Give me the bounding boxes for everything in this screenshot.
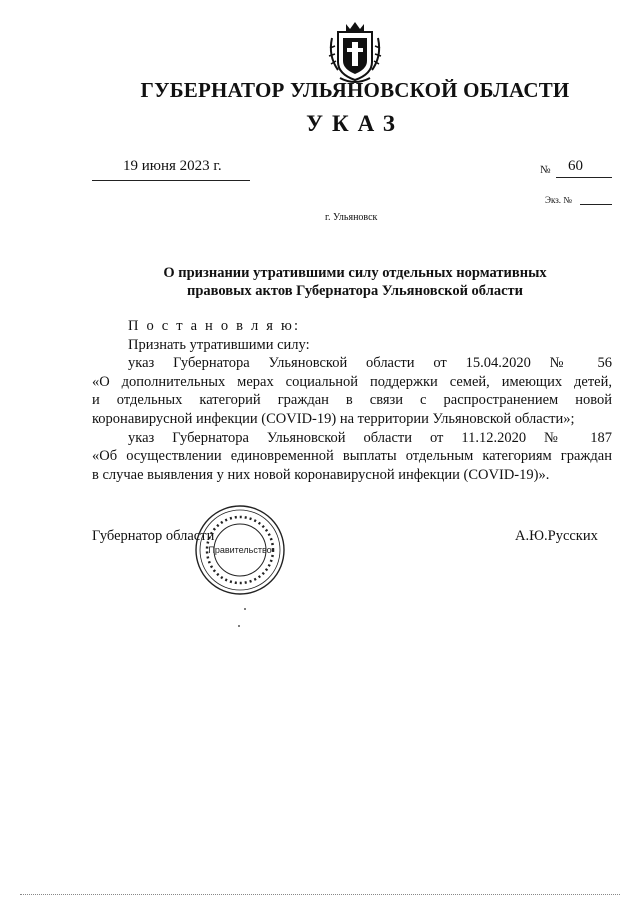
coat-of-arms-emblem [326,18,384,86]
document-number: 60 [568,158,583,174]
copy-number-underline [580,204,612,205]
official-seal-stamp [192,502,288,598]
signatory-title: Губернатор области [92,528,215,544]
title-line: О признании утратившими силу отдельных нормативных [163,265,547,281]
scan-edge-noise [20,894,620,895]
number-label: № [540,164,551,176]
item2-line: указ Губернатора Ульяновской области от 11.12.2020 № 187 [128,429,612,446]
authority-heading: ГУБЕРНАТОР УЛЬЯНОВСКОЙ ОБЛАСТИ [140,78,570,102]
document-type-heading: УКАЗ [306,111,404,136]
date-underline [92,180,250,181]
city-label: г. Ульяновск [325,212,378,223]
decree-word: П о с т а н о в л я ю: [128,318,301,334]
document-date: 19 июня 2023 г. [123,158,222,174]
intro-line: Признать утратившими силу: [128,336,310,353]
item2-line: «Об осуществлении единовременной выплаты отдельным категориям граждан [92,448,612,465]
item1-line: «О дополнительных мерах социальной поддержки семей, имеющих детей, [92,373,612,390]
document-body [92,317,612,484]
copy-number-label: Экз. № [545,195,572,205]
document-title [0,264,640,300]
item1-line: и отдельных категорий граждан в связи с распространением новой [92,392,612,409]
signatory-name: А.Ю.Русских [515,528,598,544]
scan-speck [238,625,240,627]
title-line: правовых актов Губернатора Ульяновской области [186,283,523,299]
item2-line: в случае выявления у них новой коронавирусной инфекции (COVID-19)». [92,466,550,483]
number-underline [556,177,612,178]
item1-line: указ Губернатора Ульяновской области от 15.04.2020 № 56 [128,355,612,372]
scan-speck [244,608,246,610]
item1-line: коронавирусной инфекции (COVID-19) на территории Ульяновской области»; [92,410,575,427]
seal-text: Правительство [208,545,272,555]
